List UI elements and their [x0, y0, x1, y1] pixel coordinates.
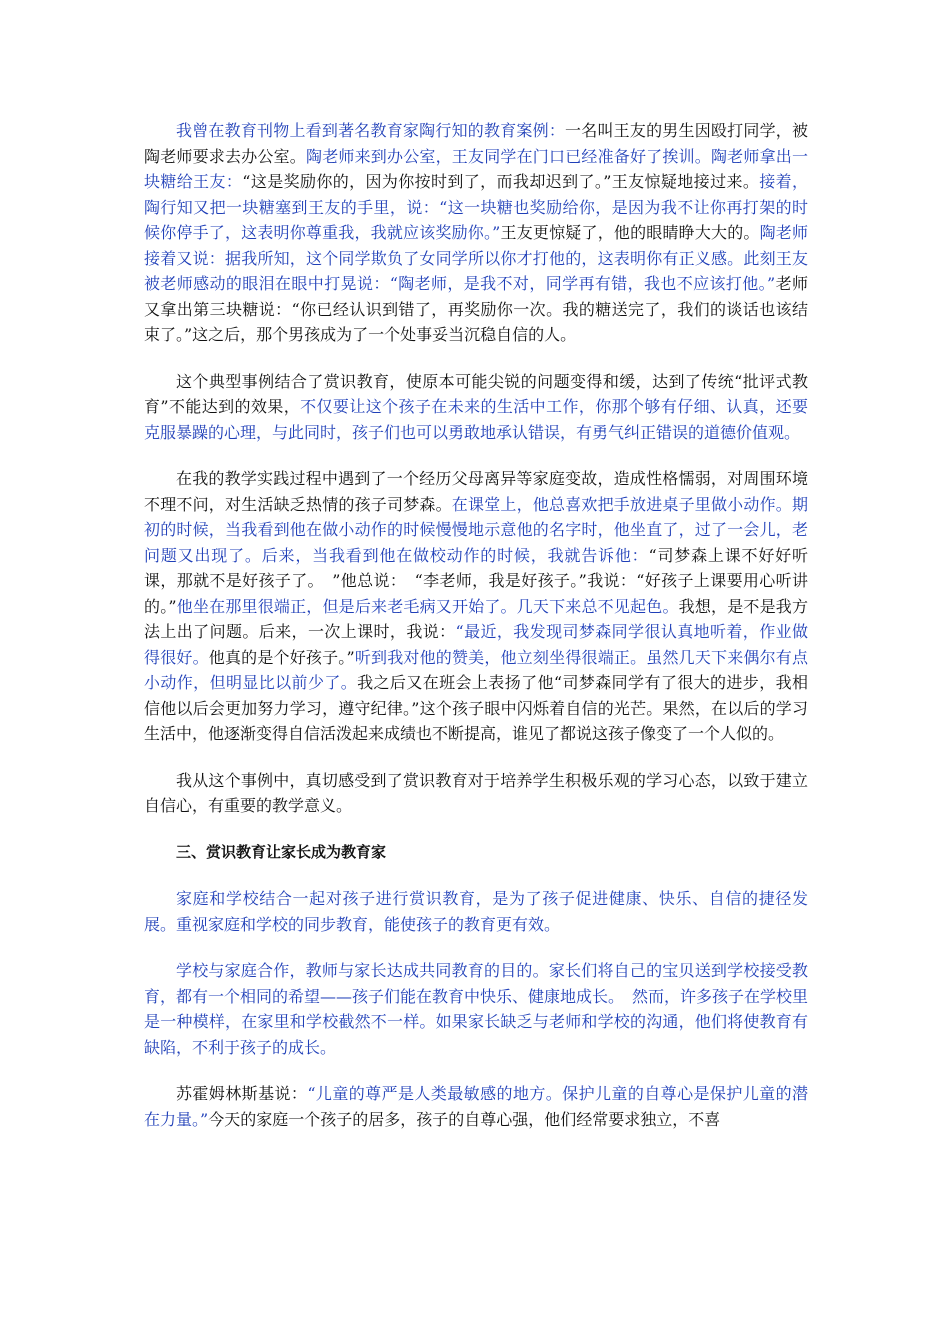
text-segment: 今天的家庭一个孩子的居多，孩子的自尊心强，他们经常要求独立，不喜: [208, 1109, 721, 1129]
text-segment: 在课堂上，他总喜欢把手放进桌子里做小动作。期初的时候，当我看到他在做小动作的时候慢慢地示意他的名字时，他坐直了，过了一会儿，老问题又出现了。后来，当我看到他在做校动作的时候，我就告诉他：: [144, 494, 808, 565]
text-segment: 王友更惊疑了，他的眼睛睁大大的。: [500, 223, 760, 242]
text-segment: 一名叫王友的男生因殴打同学，被陶老师要求去办公室。: [144, 121, 808, 166]
text-segment: “这是奖励你的，因为你按时到了，而我却迟到了。”王友惊疑地接过来。: [242, 172, 760, 191]
text-segment: 我之后又在班会上表扬了他“司梦森同学有了很大的进步，我相信他以后会更加努力学习，遵守纪律。”这个孩子眼中闪烁着自信的光芒。果然，在以后的学习生活中，他逐渐变得自信活泼起来成绩也不断提高，谁见了都说这孩子像变了一个人似的。: [144, 673, 808, 743]
paragraph: [144, 1081, 808, 1132]
text-segment: “最近，我发现司梦森同学很认真地听着，作业做得很好。: [144, 622, 808, 667]
text-segment: “司梦森上课不好好听课，那就不是好孩子了。 ”他总说： “李老师，我是好孩子。”我说：“好孩子上课要用心听讲的。”: [144, 545, 808, 616]
text-segment: 我曾在教育刊物上看到著名教育家陶行知的教育案例：: [176, 121, 566, 140]
paragraph: [144, 958, 808, 1060]
paragraph: [144, 466, 808, 747]
body-section-1: [144, 118, 808, 819]
text-segment: 我想，是不是我方法上出了问题。后来，一次上课时，我说：: [144, 596, 808, 641]
section-heading: 三、赏识教育让家长成为教育家: [176, 842, 387, 861]
text-segment: 老师又拿出第三块糖说：“你已经认识到错了，再奖励你一次。我的糖送完了，我们的谈话也该结束了。”这之后，那个男孩成为了一个处事妥当沉稳自信的人。: [144, 274, 808, 344]
text-segment: 陶老师来到办公室，王友同学在门口已经准备好了挨训。陶老师拿出一块糖给王友：: [144, 146, 808, 191]
text-segment: 听到我对他的赞美，他立刻坐得很端正。虽然几天下来偶尔有点小动作，但明显比以前少了。: [144, 647, 808, 692]
text-segment: 家庭和学校结合一起对孩子进行赏识教育，是为了孩子促进健康、快乐、自信的捷径发展。重视家庭和学校的同步教育，能使孩子的教育更有效。: [144, 889, 808, 934]
body-section-2: [144, 886, 808, 1132]
text-segment: 陶老师接着又说：据我所知，这个同学欺负了女同学所以你才打他的，这表明你有正义感。此刻王友被老师感动的眼泪在眼中打晃说：“陶老师，是我不对，同学再有错，我也不应该打他。”: [144, 223, 808, 293]
text-segment: 他真的是个好孩子。”: [208, 647, 355, 667]
text-segment: 我从这个事例中，真切感受到了赏识教育对于培养学生积极乐观的学习心态，以致于建立自信心，有重要的教学意义。: [144, 770, 808, 815]
text-segment: 不仅要让这个孩子在未来的生活中工作，你那个够有仔细、认真，还要克服暴躁的心理，与此同时，孩子们也可以勇敢地承认错误，有勇气纠正错误的道德价值观。: [144, 397, 808, 442]
text-segment: 苏霍姆林斯基说：: [176, 1084, 308, 1103]
paragraph: [144, 118, 808, 348]
paragraph: [144, 369, 808, 446]
text-segment: 在我的教学实践过程中遇到了一个经历父母离异等家庭变故，造成性格懦弱，对周围环境不理不问，对生活缺乏热情的孩子司梦森。: [144, 469, 808, 514]
document-body: [144, 118, 808, 1132]
text-segment: 学校与家庭合作，教师与家长达成共同教育的目的。家长们将自己的宝贝送到学校接受教育，都有一个相同的希望——孩子们能在教育中快乐、健康地成长。 然而，许多孩子在学校里是一种模样，在家里和学校截然不一样。如果家长缺乏与老师和学校的沟通，他们将使教育有缺陷，不利于孩子的成长。: [144, 961, 809, 1057]
text-segment: 他坐在那里很端正，但是后来老毛病又开始了。几天下来总不见起色。: [176, 596, 679, 616]
text-segment: 接着，陶行知又把一块糖塞到王友的手里，说：“这一块糖也奖励给你，是因为我不让你再打架的时候你停手了，这表明你尊重我，我就应该奖励你。”: [144, 172, 808, 242]
paragraph: [144, 768, 808, 819]
paragraph: [144, 886, 808, 937]
text-segment: 这个典型事例结合了赏识教育，使原本可能尖锐的问题变得和缓，达到了传统“批评式教育”不能达到的效果，: [144, 371, 808, 416]
text-segment: “儿童的尊严是人类最敏感的地方。保护儿童的自尊心是保护儿童的潜在力量。”: [144, 1084, 808, 1129]
